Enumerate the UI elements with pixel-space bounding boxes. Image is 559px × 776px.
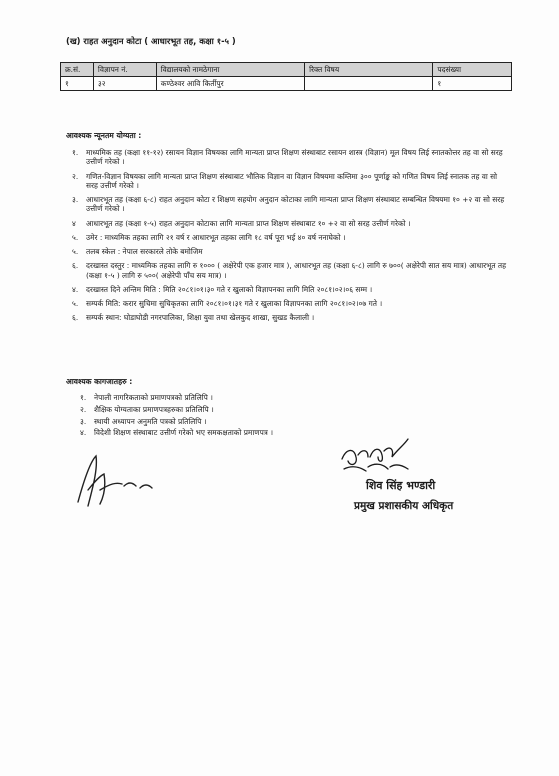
- item-text: सम्पर्क स्थान: घोडाघोडी नगरपालिका, शिक्षा युवा तथा खेलकुद शाखा, सुखड कैलाली ।: [86, 313, 315, 323]
- item-text: शैक्षिक योग्यताका प्रमाणपत्रहरुका प्रतिलिपि ।: [94, 404, 214, 414]
- list-item: [72, 195, 508, 214]
- item-number: २.: [72, 171, 79, 181]
- cell-subject: [305, 77, 433, 91]
- item-number: ४.: [72, 284, 79, 294]
- item-text: तलब स्केल : नेपाल सरकारले तोके बमोजिम: [86, 247, 203, 256]
- cell-posts: १: [433, 77, 512, 91]
- list-item: [80, 393, 480, 402]
- item-number: २.: [80, 404, 87, 414]
- item-number: ४: [72, 218, 76, 228]
- column-header-serial: क्र.सं.: [61, 63, 94, 77]
- list-item: [72, 261, 508, 280]
- item-text: सम्पर्क मिति: करार सुचिमा सुचिकृतका लागि २०८१।०१।३१ गते र खुलाका विज्ञापनका लागि २०८१।०२।०७ गते ।: [86, 299, 383, 308]
- list-item: [72, 148, 508, 167]
- list-item: [80, 428, 480, 437]
- table-row: [61, 77, 512, 91]
- item-number: ५.: [72, 247, 79, 256]
- list-item: [72, 172, 508, 191]
- list-item: [72, 313, 508, 322]
- documents-title: आवश्यक कागजातहरु :: [66, 377, 133, 386]
- vacancy-table: [60, 62, 512, 91]
- list-item: [72, 219, 508, 228]
- item-number: १.: [80, 393, 87, 402]
- cell-school: कण्ठेश्वर आवि किर्तीपुर: [156, 77, 304, 91]
- list-item: [72, 285, 508, 294]
- list-item: [80, 405, 480, 414]
- table-header-row: [61, 63, 512, 77]
- item-text: गणित-विज्ञान विषयका लागि मान्यता प्राप्त शिक्षण संस्थाबाट भौतिक विज्ञान वा विज्ञान विषयमा कम्तिमा ३०० पूर्णाङ्क को गणित विषय लिई स्नातक तह वा सो सरह उत्तीर्ण गरेको ।: [86, 171, 498, 190]
- list-item: [72, 247, 508, 256]
- list-item: [72, 299, 508, 308]
- column-header-school: विद्यालयको नामठेगाना: [156, 63, 304, 77]
- cell-ad-number: ३२: [93, 77, 156, 91]
- item-number: ३.: [72, 195, 79, 204]
- cell-serial: १: [61, 77, 94, 91]
- item-number: ३.: [80, 416, 87, 426]
- item-number: १.: [72, 148, 79, 157]
- column-header-subject: रिक्त विषय: [305, 63, 433, 77]
- list-item: [72, 233, 508, 242]
- qualifications-list: [72, 148, 508, 328]
- item-number: ६.: [72, 313, 79, 323]
- item-text: दरखास्त दस्तुर : माध्यमिक तहका लागि रु १००० ( अक्षेरेपी एक हजार मात्र ), आधारभूत तह (कक्षा ६-८) लागि रु ७००( अक्षेरेपी सात सय मात्र) आधारभूत तह (कक्षा १-५ ) लागि रु ५००( अक्षेरेपी पाँच सय मात्र) ।: [86, 261, 507, 280]
- item-text: विदेशी शिक्षण संस्थाबाट उत्तीर्ण गरेको भए समकक्षताको प्रमाणपत्र ।: [94, 428, 274, 438]
- handwritten-signature-right: [338, 437, 418, 473]
- column-header-posts: पदसंख्या: [433, 63, 512, 77]
- qualifications-title: आवश्यक न्यूनतम योग्यता :: [66, 131, 142, 140]
- documents-list: [80, 393, 480, 440]
- item-text: आधारभूत तह (कक्षा १-५) राहत अनुदान कोटाका लागि मान्यता प्राप्त शिक्षण संस्थाबाट १० +२ वा सो सरह उत्तीर्ण गरेको ।: [86, 218, 411, 228]
- item-text: दरखास्त दिने अन्तिम मिति : मिति २०८१।०१।३० गते र खुलाको विज्ञापनका लागि मिति २०८१।०२।०६ सम्म ।: [86, 284, 373, 294]
- item-number: ६.: [72, 261, 79, 271]
- item-text: नेपाली नागरिकताको प्रमाणपत्रको प्रतिलिपि ।: [94, 393, 213, 402]
- list-item: [80, 417, 480, 426]
- signatory-title: प्रमुख प्रशासकीय अधिकृत: [354, 500, 454, 512]
- item-text: माध्यमिक तह (कक्षा ११-१२) रसायन विज्ञान विषयका लागि मान्यता प्राप्त शिक्षण संस्थाबाट रसायन शास्त्र (विज्ञान) मूल विषय लिई स्नातकोत्तर तह वा सो सरह उत्तीर्ण गरेको ।: [86, 148, 503, 167]
- signatory-name: शिव सिंह भण्डारी: [366, 479, 436, 492]
- item-number: ५.: [72, 299, 79, 308]
- item-text: स्थायी अध्यापन अनुमति पत्रको प्रतिलिपि ।: [94, 416, 207, 426]
- handwritten-signature-left: [70, 450, 160, 512]
- column-header-ad-number: विज्ञापन नं.: [93, 63, 156, 77]
- item-number: ५.: [72, 232, 79, 242]
- item-number: ४.: [80, 428, 87, 438]
- item-text: आधारभूत तह (कक्षा ६-८) राहत अनुदान कोटा र शिक्षण सहयोग अनुदान कोटाका लागि मान्यता प्राप्त शिक्षण संस्थाबाट सम्बन्धित विषयमा १० +२ वा सो सरह उत्तीर्ण गरेको ।: [86, 195, 505, 214]
- section-heading: (ख) राहत अनुदान कोटा ( आधारभूत तह, कक्षा १-५ ): [66, 36, 236, 46]
- item-text: उमेर : माध्यमिक तहका लागि २१ वर्ष र आधारभूत तहका लागि १८ वर्ष पूरा भई ४० वर्ष ननाघेको ।: [86, 232, 346, 242]
